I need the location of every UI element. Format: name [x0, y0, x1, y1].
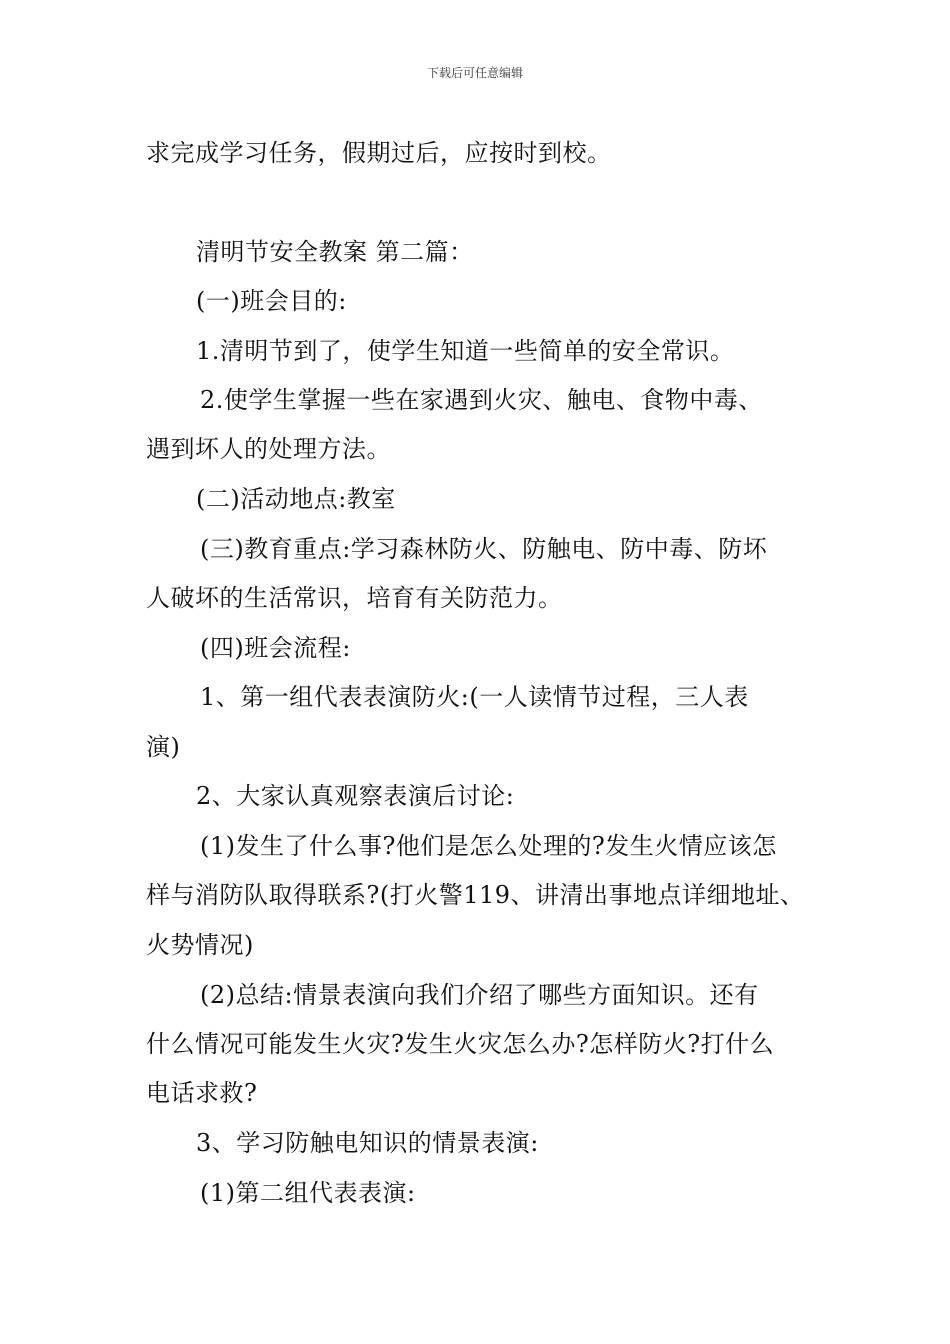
text-line: 2、大家认真观察表演后讨论:	[196, 782, 515, 810]
text-line: 电话求救?	[146, 1079, 258, 1107]
text-line: 火势情况)	[146, 931, 254, 959]
text-line: (三)教育重点:学习森林防火、防触电、防中毒、防坏	[200, 535, 768, 563]
page-header: 下载后可任意编辑	[426, 66, 523, 80]
text-line: 人破坏的生活常识，培育有关防范力。	[146, 584, 563, 612]
text-line: 什么情况可能发生火灾?发生火灾怎么办?怎样防火?打什么	[146, 1030, 775, 1058]
text-line: 演)	[146, 733, 181, 761]
text-line: 2.使学生掌握一些在家遇到火灾、触电、食物中毒、	[200, 386, 763, 414]
text-line: (四)班会流程:	[200, 634, 351, 662]
text-line: (2)总结:情景表演向我们介绍了哪些方面知识。还有	[200, 981, 759, 1009]
text-line: (二)活动地点:教室	[196, 485, 396, 513]
text-line: (1)第二组代表表演:	[200, 1179, 416, 1207]
text-line: 1.清明节到了，使学生知道一些简单的安全常识。	[196, 337, 735, 365]
text-line: (1)发生了什么事?他们是怎么处理的?发生火情应该怎	[200, 832, 777, 860]
text-line: 3、学习防触电知识的情景表演:	[196, 1129, 539, 1157]
text-line: 遇到坏人的处理方法。	[146, 435, 391, 463]
section-title: 清明节安全教案 第二篇：	[196, 238, 474, 266]
text-line: 1、第一组代表表演防火:(一人读情节过程，三人表	[200, 683, 749, 711]
text-line: (一)班会目的:	[196, 287, 347, 315]
text-line: 求完成学习任务，假期过后，应按时到校。	[146, 139, 612, 167]
text-line: 样与消防队取得联系?(打火警119、讲清出事地点详细地址、	[146, 881, 805, 909]
